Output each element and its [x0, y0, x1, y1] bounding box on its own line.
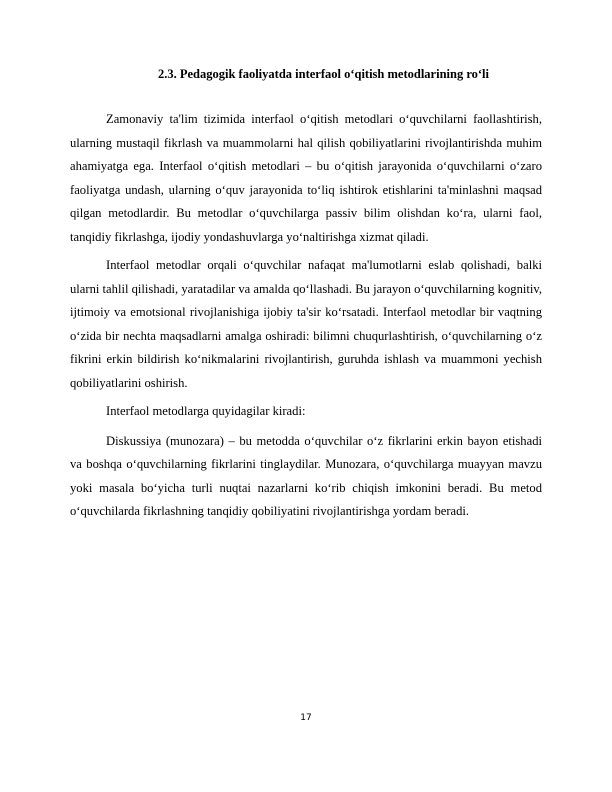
body-text [70, 108, 542, 529]
section-heading: 2.3. Pedagogik faoliyatda interfaol o‘qitish metodlarining ro‘li [157, 67, 490, 81]
paragraph-intro: Zamonaviy ta'lim tizimida interfaol o‘qitish metodlari o‘quvchilarni faollashtirish, ularning mustaqil fikrlash va muammolarni hal qilish qobiliyatlarini rivojlantirishda muhim ahamiyatga ega. Interfaol o‘qitish metodlari – bu o‘qitish jarayonida o‘quvchilarni o‘zaro faoliyatga undash, ularning o‘quv jarayonida to‘liq ishtirok etishlarini ta'minlashni maqsad qilgan metodlardir. Bu metodlar o‘quvchilarga passiv bilim olishdan ko‘ra, ularni faol, tanqidiy fikrlashga, ijodiy yondashuvlarga yo‘naltirishga xizmat qiladi. [70, 112, 542, 244]
paragraph-interactive-methods: Interfaol metodlar orqali o‘quvchilar nafaqat ma'lumotlarni eslab qolishadi, balki ularni tahlil qilishadi, yaratadilar va amalda qo‘llashadi. Bu jarayon o‘quvchilarning kognitiv, ijtimoiy va emotsional rivojlanishiga ijobiy ta'sir ko‘rsatadi. Interfaol metodlar bir vaqtning o‘zida bir nechta maqsadlarni amalga oshiradi: bilimni chuqurlashtirish, o‘quvchilarning o‘z fikrini erkin bildirish ko‘nikmalarini rivojlantirish, guruhda ishlash va muammoni yechish qobiliyatlarini oshirish. [70, 258, 542, 390]
paragraph-discussion: Diskussiya (munozara) – bu metodda o‘quvchilar o‘z fikrlarini erkin bayon etishadi va boshqa o‘quvchilarning fikrlarini tinglaydilar. Munozara, o‘quvchilarga muayyan mavzu yoki masala bo‘yicha turli nuqtai nazarlarni ko‘rib chiqish imkonini beradi. Bu metod o‘quvchilarda fikrlashning tanqidiy qobiliyatini rivojlantirishga yordam beradi. [70, 433, 542, 518]
page-number: 17 [300, 713, 312, 723]
paragraph-list-lead: Interfaol metodlarga quyidagilar kiradi: [106, 404, 306, 418]
